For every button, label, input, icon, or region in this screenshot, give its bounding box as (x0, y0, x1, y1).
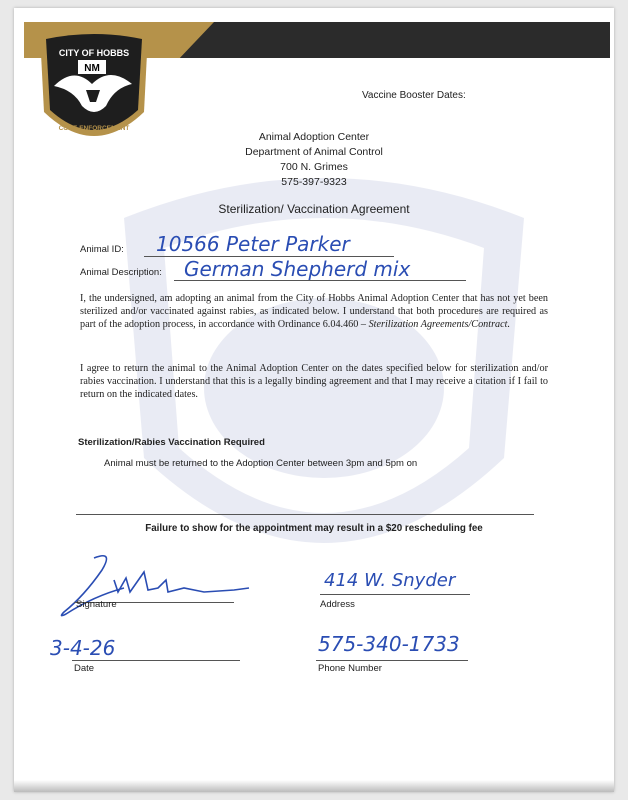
vaccine-booster-label: Vaccine Booster Dates: (362, 90, 466, 101)
fee-note: Failure to show for the appointment may result in a $20 rescheduling fee (145, 523, 483, 534)
svg-text:NM: NM (84, 63, 100, 74)
phone-value: 575-340-1733 (318, 632, 460, 656)
signature-label: Signature (76, 599, 117, 610)
handwritten-signature (54, 548, 254, 628)
agreement-paragraph-1: I, the undersigned, am adopting an animal from the City of Hobbs Animal Adoption Center that has not yet been sterilized and/or vaccinated against rabies, as indicated below. I understand that both procedures are required as part of the adoption process, in accordance with Ordinance 6.04.460 – Sterilization Agreements/Contract. (80, 293, 548, 330)
date-label: Date (74, 663, 95, 674)
date-value: 3-4-26 (50, 636, 116, 660)
address-line (320, 594, 470, 595)
return-note: Animal must be returned to the Adoption Center between 3pm and 5pm on (104, 458, 418, 469)
phone-number: 575-397-9323 (281, 176, 347, 188)
svg-text:CODE ENFORCEMENT: CODE ENFORCEMENT (58, 125, 130, 132)
street-address: 700 N. Grimes (280, 161, 348, 173)
org-name: Animal Adoption Center (258, 131, 370, 143)
svg-text:CITY OF HOBBS: CITY OF HOBBS (58, 48, 130, 58)
animal-description-value: German Shepherd mix (184, 257, 411, 281)
animal-id-value: 10566 Peter Parker (156, 232, 350, 256)
address-value: 414 W. Snyder (324, 570, 456, 591)
animal-id-label: Animal ID: (80, 244, 124, 255)
address-label: Address (320, 599, 355, 610)
department-name: Department of Animal Control (245, 146, 383, 158)
phone-label: Phone Number (318, 663, 382, 674)
phone-line (316, 660, 468, 661)
page-bottom-edge (14, 780, 614, 792)
section-heading: Sterilization/Rabies Vaccination Required (78, 437, 265, 448)
divider-line (76, 514, 534, 515)
agreement-page (14, 8, 614, 792)
agreement-paragraph-2: I agree to return the animal to the Animal Adoption Center on the dates specified below for sterilization and/or rabies vaccination. I understand that this is a legally binding agreement and that I may receive a citation if I fail to return on the indicated dates. (80, 363, 548, 400)
animal-description-label: Animal Description: (80, 267, 162, 278)
document-title: Sterilization/ Vaccination Agreement (218, 202, 410, 216)
date-line (72, 660, 240, 661)
center-address-block (14, 130, 614, 190)
